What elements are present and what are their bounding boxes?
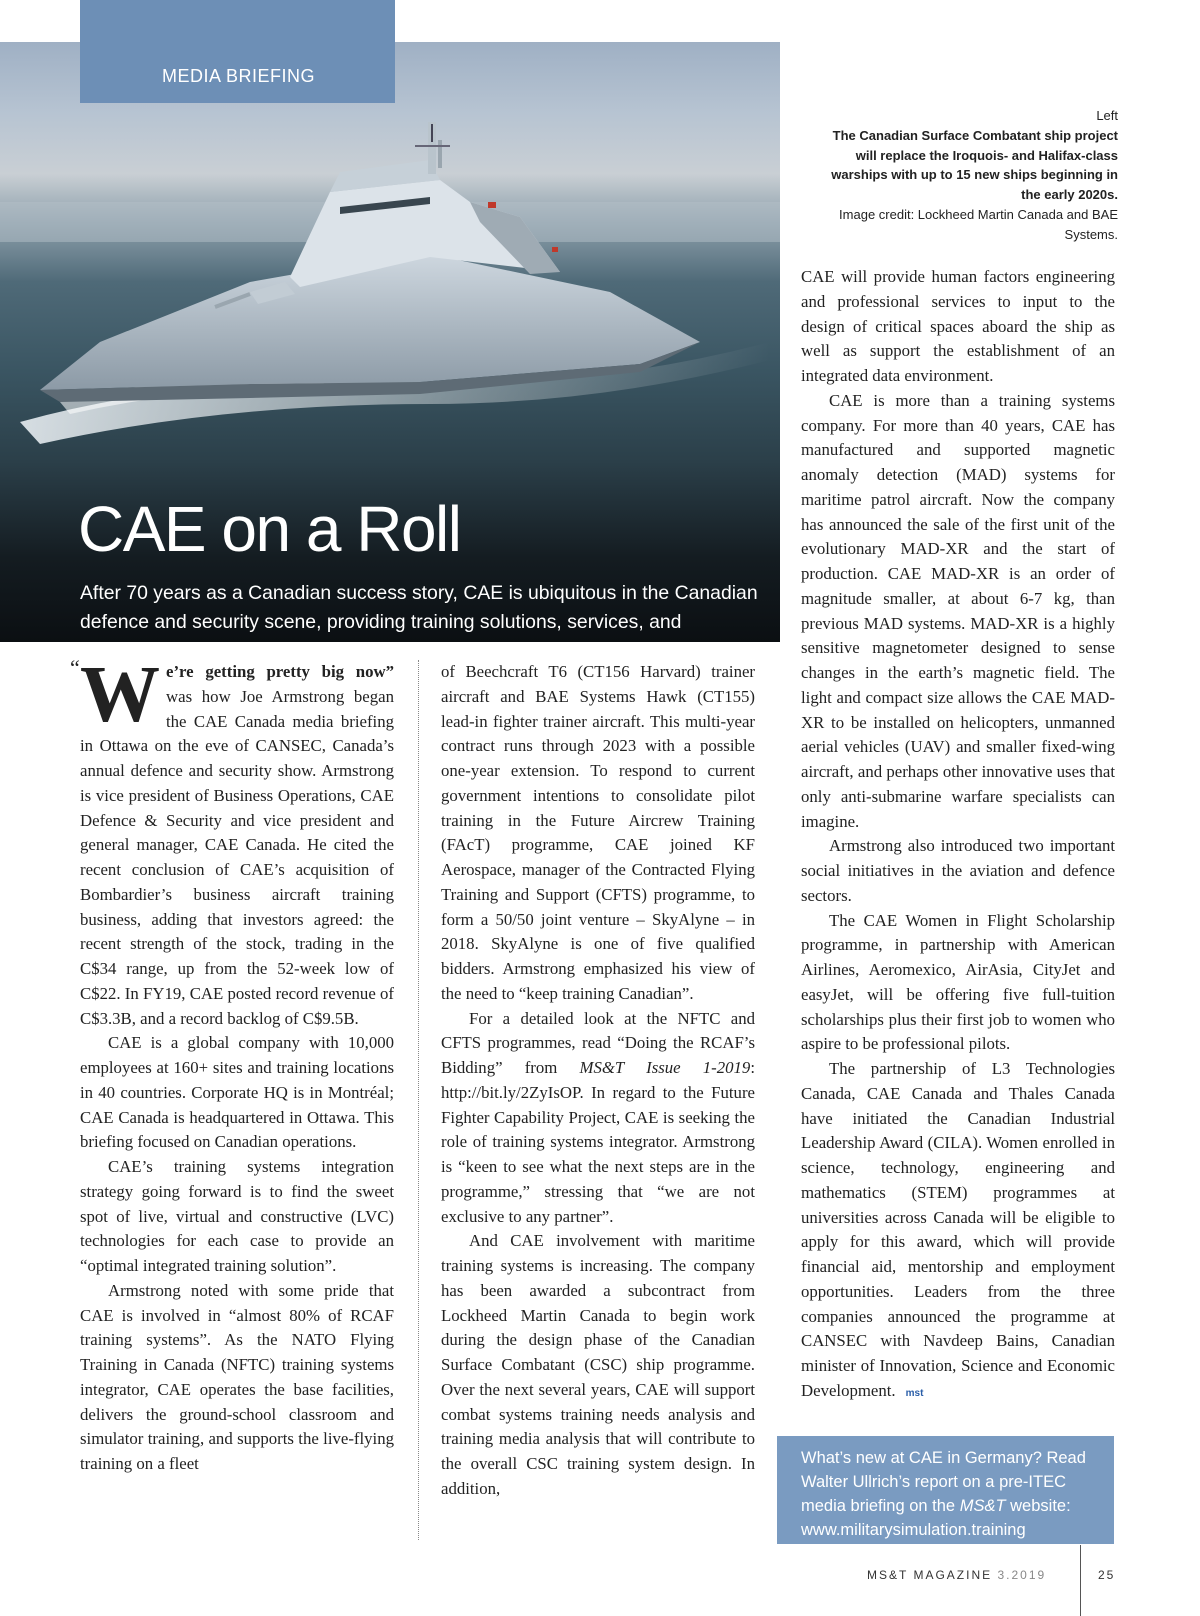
paragraph-text: : http://bit.ly/2ZyIsOP. In regard to the Future Fighter Capability Project, CAE is seeking the role of training systems integrator. Armstrong is “keen to see what the next steps are in the programme,” stressing that “we are not exclusive to any partner”. xyxy=(441,1058,755,1226)
headline: CAE on a Roll xyxy=(78,493,461,565)
promo-text-em: MS&T xyxy=(959,1497,1006,1515)
issue-reference: MS&T Issue 1-2019 xyxy=(579,1058,751,1077)
drop-cap: W xyxy=(80,651,160,739)
article-paragraph: CAE is a global company with 10,000 employees at 160+ sites and training locations in 40 countries. Corporate HQ is in Montréal; CAE Canada is headquartered in Ottawa. This briefing focused on Canadian operations. xyxy=(80,1033,394,1152)
standfirst xyxy=(80,579,760,665)
lead-quote: e’re getting pretty big now” xyxy=(166,662,394,681)
promo-text-a: What’s new at CAE in Germany? Read Walter Ullrich’s report on a pre-ITEC media briefing on the xyxy=(801,1449,1086,1515)
article-paragraph: CAE’s training systems integration strategy going forward is to find the sweet spot of live, virtual and constructive (LVC) technologies for each case to provide an “optimal integrated training solution”. xyxy=(80,1157,394,1275)
issue-number: 3.2019 xyxy=(997,1568,1047,1582)
article-paragraph: of Beechcraft T6 (CT156 Harvard) trainer aircraft and BAE Systems Hawk (CT155) lead-in fighter trainer aircraft. This multi-year contract runs through 2023 with a possible one-year extension. To respond to current government intentions to consolidate pilot training in the Future Aircrew Training (FAcT) programme, CAE joined KF Aerospace, manager of the Contracted Flying Training and Support (CFTS) programme, to form a 50/50 joint venture – SkyAlyne – in 2018. SkyAlyne is one of five qualified bidders. Armstrong emphasized his view of the need to “keep training Canadian”. xyxy=(441,662,755,1003)
promo-box xyxy=(777,1436,1114,1544)
promo-text xyxy=(801,1446,1101,1542)
article-paragraph: CAE is more than a training systems company. For more than 40 years, CAE has manufactured and supported magnetic anomaly detection (MAD) systems for maritime patrol aircraft. Now the company has announced the sale of the first unit of the evolutionary MAD-XR and the start of production. CAE MAD-XR is an order of magnitude smaller, at about 6-7 kg, than previous MAD systems. MAD-XR is a highly sensitive magnetometer designed to sense changes in the earth’s magnetic field. The light and compact size allows the CAE MAD-XR to be installed on helicopters, unmanned aerial vehicles (UAV) and smaller fixed-wing aircraft, and perhaps other innovative uses that only anti-submarine warfare specialists can imagine. xyxy=(801,390,1115,831)
footer-rule xyxy=(1080,1545,1081,1616)
author-name: Jeff Loube xyxy=(263,639,354,661)
open-quote-mark: “ xyxy=(70,655,80,680)
article-paragraph xyxy=(801,1057,1115,1407)
paragraph-text: The partnership of L3 Technologies Canada, CAE Canada and Thales Canada have initiated the Canadian Industrial Leadership Award (CILA). Women enrolled in science, technology, engineering and mathematics (STEM) programmes at universities across Canada will be eligible to apply for this award, which will provide financial aid, mentorship and employment opportunities. Leaders from the three companies announced the programme at CANSEC with Navdeep Bains, Canadian minister of Innovation, Science and Economic Development. xyxy=(801,1059,1115,1400)
standfirst-tail: took in their pre-CANSEC presser. xyxy=(358,639,655,661)
magazine-name: MS&T MAGAZINE xyxy=(867,1568,993,1582)
article-paragraph: Armstrong noted with some pride that CAE is involved in “almost 80% of RCAF training systems”. As the NATO Flying Training in Canada (NFTC) training systems integrator, CAE operates the base facilities, delivers the ground-school classroom and simulator training, and supports the live-flying training on a fleet xyxy=(80,1280,394,1473)
article-paragraph: CAE will provide human factors engineering and professional services to input to the design of critical spaces aboard the ship as well as support the establishment of an integrated data environment. xyxy=(801,267,1115,385)
caption-credit: Image credit: Lockheed Martin Canada and BAE Systems. xyxy=(839,206,1118,242)
end-mark: mst xyxy=(905,1387,924,1399)
article-column-1 xyxy=(80,651,394,1477)
image-caption xyxy=(818,106,1118,245)
standfirst-text: After 70 years as a Canadian success story, CAE is ubiquitous in the Canadian defence and security scene, providing training solutions, services, and operational services. xyxy=(80,582,758,661)
article-paragraph: And CAE involvement with maritime training systems is increasing. The company has been awarded a subcontract from Lockheed Martin Canada to begin work during the design phase of the Canadian Surface Combatant (CSC) ship programme. Over the next several years, CAE will support combat systems training needs analysis and training media analysis that will contribute to the overall CSC training system design. In addition, xyxy=(441,1231,755,1498)
article-paragraph: The CAE Women in Flight Scholarship programme, in partnership with American Airlines, Aeromexico, AirAsia, CityJet and easyJet, will be offering five full-tuition scholarships plus their first job to women who aspire to be professional pilots. xyxy=(801,910,1115,1054)
column-divider xyxy=(418,660,419,1540)
page-number: 25 xyxy=(1098,1568,1116,1582)
paragraph-text: For a detailed look at the NFTC and CFTS programmes, read “Doing the RCAF’s Bidding” from xyxy=(441,1008,755,1077)
paragraph-text: was how Joe Armstrong began the CAE Canada media briefing in Ottawa on the eve of CANSEC, Canada’s annual defence and security show. Armstrong is vice president of Business Operations, CAE Defence & Security and vice president and general manager, CAE Canada. He cited the recent conclusion of CAE’s acquisition of Bombardier’s business aircraft training business, adding that investors agreed: the recent strength of the stock, trading in the C$34 range, up from the 52-week low of C$22. In FY19, CAE posted record revenue of C$3.3B, and a record backlog of C$9.5B. xyxy=(80,686,394,1028)
caption-text: The Canadian Surface Combatant ship project will replace the Iroquois- and Halifax-class warships with up to 15 new ships beginning in the early 2020s. xyxy=(831,127,1118,203)
caption-position: Left xyxy=(1096,108,1118,123)
article-column-3 xyxy=(801,265,1115,1407)
promo-link[interactable]: website: www.militarysimulation.training xyxy=(801,1497,1071,1539)
article-paragraph: Armstrong also introduced two important social initiatives in the aviation and defence sectors. xyxy=(801,836,1115,905)
section-tag xyxy=(80,0,395,103)
article-column-2 xyxy=(441,660,755,1502)
article-paragraph xyxy=(80,651,394,1031)
article-paragraph xyxy=(441,1007,755,1230)
section-tag-label: MEDIA BRIEFING xyxy=(162,66,316,86)
hero-image xyxy=(0,42,780,661)
footer-magazine xyxy=(867,1568,1046,1582)
